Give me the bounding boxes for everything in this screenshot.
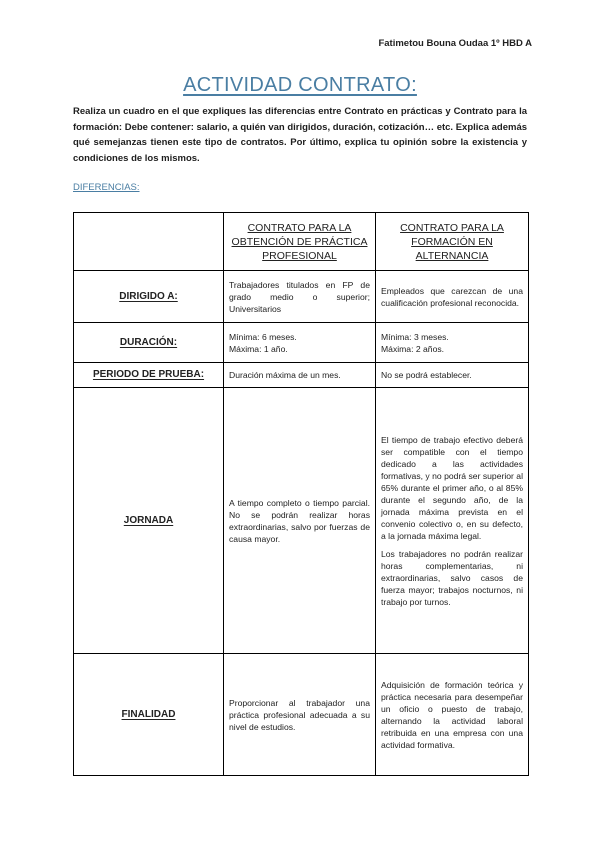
cell-prueba-practica: Duración máxima de un mes. [224, 363, 376, 388]
jornada-formacion-p1: El tiempo de trabajo efectivo deberá ser compatible con el tiempo dedicado a las actividades formativas, y no podrá ser superior al 65% durante el primer año, o al 85% durante el segundo año, de la jornada máxima prevista en el convenio colectivo o, en su defecto, a la jornada máxima legal. [381, 434, 523, 541]
cell-duracion-practica [224, 323, 376, 363]
cell-finalidad-formacion: Adquisición de formación teórica y práctica necesaria para desempeñar un oficio o puesto de trabajo, alternando la actividad laboral retribuida en una empresa con una actividad formativa. [376, 654, 529, 776]
table-row-duracion [74, 323, 529, 363]
duracion-practica-min: Mínima: 6 meses. [229, 331, 297, 342]
cell-prueba-formacion: No se podrá establecer. [376, 363, 529, 388]
cell-jornada-formacion [376, 388, 529, 654]
comparison-table [73, 212, 529, 776]
intro-paragraph: Realiza un cuadro en el que expliques las diferencias entre Contrato en prácticas y Contrato para la formación: Debe contener: salario, a quién van dirigidos, duración, cotización… etc. Explica además qué semejanzas tienen este tipo de contratos. Por último, explica tu opinión sobre la existencia y condiciones de los mismos. [73, 106, 528, 164]
empty-header-cell [74, 213, 224, 271]
cell-jornada-practica: A tiempo completo o tiempo parcial. No se podrán realizar horas extraordinarias, salvo por fuerzas de causa mayor. [224, 388, 376, 654]
cell-finalidad-practica: Proporcionar al trabajador una práctica profesional adecuada a su nivel de estudios. [224, 654, 376, 776]
cell-duracion-formacion [376, 323, 529, 363]
duracion-formacion-min: Mínima: 3 meses. [381, 331, 449, 342]
row-label-jornada: JORNADA [74, 388, 224, 654]
section-heading: DIFERENCIAS: [73, 182, 140, 193]
column-header-practica: CONTRATO PARA LA OBTENCIÓN DE PRÁCTICA PROFESIONAL [224, 213, 376, 271]
table-row-jornada [74, 388, 529, 654]
row-label-prueba: PERIODO DE PRUEBA: [74, 363, 224, 388]
row-label-finalidad: FINALIDAD [74, 654, 224, 776]
jornada-formacion-p2: Los trabajadores no podrán realizar horas complementarias, ni extraordinarias, salvo casos de fuerza mayor; trabajos nocturnos, ni trabajo por turnos. [381, 548, 523, 607]
table-header-row [74, 213, 529, 271]
cell-dirigido-formacion: Empleados que carezcan de una cualificación profesional reconocida. [376, 271, 529, 323]
duracion-practica-max: Máxima: 1 año. [229, 343, 288, 354]
duracion-formacion-max: Máxima: 2 años. [381, 343, 445, 354]
author-name: Fatimetou Bouna Oudaa 1º HBD A [378, 38, 532, 49]
column-header-formacion: CONTRATO PARA LA FORMACIÓN EN ALTERNANCIA [376, 213, 529, 271]
table-row-dirigido [74, 271, 529, 323]
page-title: ACTIVIDAD CONTRATO: [183, 74, 417, 96]
row-label-dirigido: DIRIGIDO A: [74, 271, 224, 323]
table-row-finalidad [74, 654, 529, 776]
cell-dirigido-practica: Trabajadores titulados en FP de grado medio o superior; Universitarios [224, 271, 376, 323]
table-row-prueba [74, 363, 529, 388]
row-label-duracion: DURACIÓN: [74, 323, 224, 363]
